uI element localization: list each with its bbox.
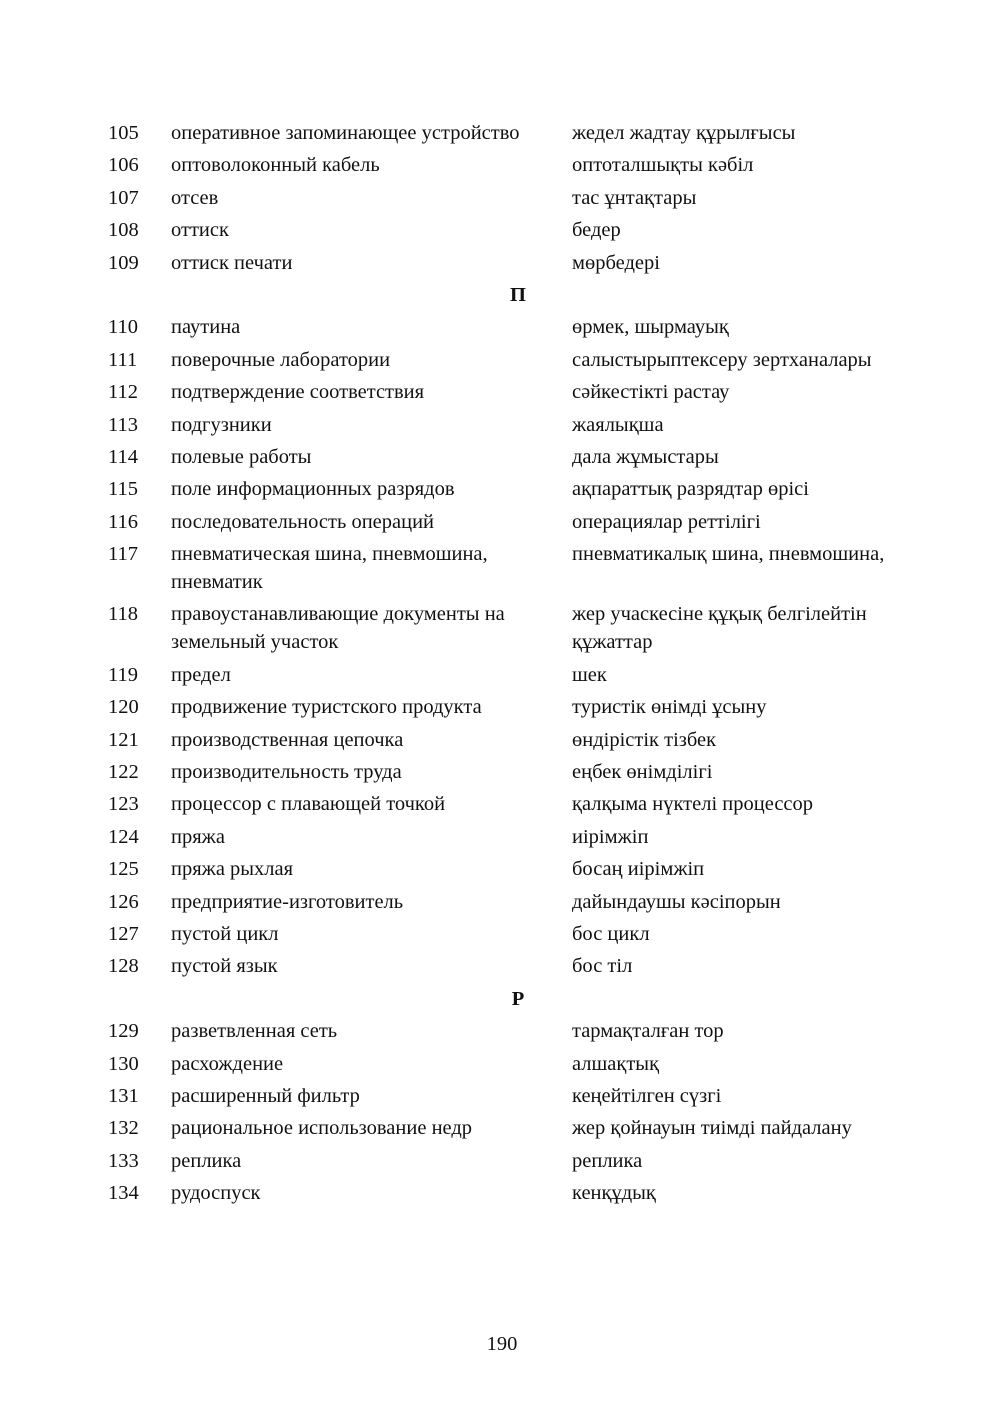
glossary-row bbox=[108, 726, 908, 754]
glossary-row bbox=[108, 216, 908, 244]
term-number: 123 bbox=[108, 793, 139, 816]
glossary-row bbox=[108, 151, 908, 179]
term-russian: пустой цикл bbox=[171, 922, 279, 945]
term-russian: рациональное использование недр bbox=[171, 1117, 473, 1140]
term-number: 112 bbox=[108, 381, 138, 404]
term-kazakh: бос цикл bbox=[572, 922, 650, 945]
term-number: 120 bbox=[108, 696, 139, 719]
section-letter: П bbox=[510, 283, 526, 306]
term-kazakh: туристік өнімді ұсыну bbox=[572, 696, 767, 719]
term-russian: производственная цепочка bbox=[171, 728, 404, 751]
term-number: 115 bbox=[108, 478, 138, 501]
term-number: 134 bbox=[108, 1182, 139, 1205]
term-kazakh: тас ұнтақтары bbox=[572, 186, 697, 209]
term-russian: оптоволоконный кабель bbox=[171, 154, 380, 177]
glossary-row bbox=[108, 758, 908, 786]
term-kazakh: қалқыма нүктелі процессор bbox=[572, 793, 814, 816]
term-kazakh: кеңейтілген сүзгі bbox=[572, 1084, 722, 1107]
term-russian: продвижение туристского продукта bbox=[171, 696, 482, 719]
term-russian: пневматическая шина, пневмошина, пневматик bbox=[171, 543, 488, 594]
glossary-row bbox=[108, 249, 908, 277]
glossary-row bbox=[108, 346, 908, 374]
term-russian: оттиск печати bbox=[171, 251, 293, 274]
term-kazakh: операциялар реттілігі bbox=[572, 510, 761, 533]
term-russian: предел bbox=[171, 663, 231, 686]
term-russian: пряжа рыхлая bbox=[171, 858, 294, 881]
term-russian: расхождение bbox=[171, 1052, 284, 1075]
glossary-row bbox=[108, 661, 908, 689]
term-number: 127 bbox=[108, 922, 139, 945]
term-russian: оттиск bbox=[171, 219, 229, 242]
glossary-row bbox=[108, 1082, 908, 1110]
term-kazakh: өрмек, шырмауық bbox=[572, 316, 729, 339]
term-kazakh: ақпараттық разрядтар өрісі bbox=[572, 478, 809, 501]
term-russian: пряжа bbox=[171, 825, 225, 848]
glossary-row bbox=[108, 475, 908, 503]
glossary-row bbox=[108, 184, 908, 212]
term-russian: процессор с плавающей точкой bbox=[171, 793, 446, 816]
term-number: 110 bbox=[108, 316, 138, 339]
term-kazakh: бедер bbox=[572, 219, 621, 242]
term-russian: производительность труда bbox=[171, 761, 402, 784]
term-number: 118 bbox=[108, 603, 138, 626]
term-number: 117 bbox=[108, 543, 138, 566]
glossary-row bbox=[108, 855, 908, 883]
glossary-row bbox=[108, 1050, 908, 1078]
term-number: 122 bbox=[108, 761, 139, 784]
term-kazakh: шек bbox=[572, 663, 607, 686]
term-russian: рудоспуск bbox=[171, 1182, 261, 1205]
term-kazakh: өндірістік тізбек bbox=[572, 728, 717, 751]
glossary-row bbox=[108, 313, 908, 341]
term-number: 109 bbox=[108, 251, 139, 274]
term-kazakh: реплика bbox=[572, 1149, 643, 1172]
term-russian: подгузники bbox=[171, 413, 272, 436]
term-russian: разветвленная сеть bbox=[171, 1020, 338, 1043]
term-kazakh: дайындаушы кәсіпорын bbox=[572, 890, 781, 913]
term-russian: поле информационных разрядов bbox=[171, 478, 455, 501]
term-kazakh: еңбек өнімділігі bbox=[572, 761, 713, 784]
term-kazakh: жер қойнауын тиімді пайдалану bbox=[572, 1117, 852, 1140]
term-kazakh: пневматикалық шина, пневмошина, bbox=[572, 543, 885, 566]
term-kazakh: дала жұмыстары bbox=[572, 445, 719, 468]
term-kazakh: алшақтық bbox=[572, 1052, 660, 1075]
term-russian: поверочные лаборатории bbox=[171, 348, 391, 371]
term-russian: предприятие-изготовитель bbox=[171, 890, 404, 913]
glossary-row bbox=[108, 119, 908, 147]
glossary-row bbox=[108, 920, 908, 948]
glossary-row bbox=[108, 790, 908, 818]
term-number: 114 bbox=[108, 445, 138, 468]
term-number: 105 bbox=[108, 122, 139, 144]
glossary-row bbox=[108, 888, 908, 916]
term-kazakh: бос тіл bbox=[572, 955, 633, 978]
glossary-row bbox=[108, 508, 908, 536]
glossary-row bbox=[108, 952, 908, 980]
glossary-row bbox=[108, 693, 908, 721]
term-number: 119 bbox=[108, 663, 138, 686]
section-letter: Р bbox=[511, 987, 525, 1010]
term-russian: правоустанавливающие документы на земельный участок bbox=[171, 603, 505, 654]
glossary-row bbox=[108, 378, 908, 406]
term-number: 111 bbox=[108, 348, 138, 371]
term-kazakh: салыстырыптексеру зертханалары bbox=[572, 348, 872, 371]
term-russian: отсев bbox=[171, 186, 219, 209]
term-kazakh: босаң иірімжіп bbox=[572, 858, 705, 881]
glossary-row bbox=[108, 443, 908, 471]
glossary-row bbox=[108, 411, 908, 439]
term-number: 124 bbox=[108, 825, 139, 848]
term-number: 113 bbox=[108, 413, 138, 436]
term-number: 128 bbox=[108, 955, 139, 978]
term-number: 130 bbox=[108, 1052, 139, 1075]
term-kazakh: жедел жадтау құрылғысы bbox=[572, 122, 796, 144]
term-number: 131 bbox=[108, 1084, 139, 1107]
term-russian: подтверждение соответствия bbox=[171, 381, 425, 404]
term-kazakh: мөрбедері bbox=[572, 251, 660, 274]
term-kazakh: жер учаскесіне құқық белгілейтін құжаттар bbox=[572, 603, 867, 654]
term-kazakh: жаялықша bbox=[572, 413, 664, 436]
glossary-table bbox=[108, 119, 908, 1212]
glossary-row bbox=[108, 1114, 908, 1142]
glossary-row bbox=[108, 600, 908, 656]
term-russian: расширенный фильтр bbox=[171, 1084, 360, 1107]
term-number: 106 bbox=[108, 154, 139, 177]
term-russian: последовательность операций bbox=[171, 510, 435, 533]
page-number: 190 bbox=[486, 1333, 518, 1355]
term-number: 129 bbox=[108, 1020, 139, 1043]
term-number: 116 bbox=[108, 510, 138, 533]
term-russian: реплика bbox=[171, 1149, 242, 1172]
term-kazakh: иірімжіп bbox=[572, 825, 649, 848]
glossary-row bbox=[108, 1179, 908, 1207]
term-russian: оперативное запоминающее устройство bbox=[171, 122, 520, 144]
term-kazakh: сәйкестікті растау bbox=[572, 381, 730, 404]
glossary-row bbox=[108, 1017, 908, 1045]
glossary-row bbox=[108, 1147, 908, 1175]
term-kazakh: кенқұдық bbox=[572, 1182, 656, 1205]
term-russian: полевые работы bbox=[171, 445, 312, 468]
term-number: 132 bbox=[108, 1117, 139, 1140]
term-number: 125 bbox=[108, 858, 139, 881]
term-number: 107 bbox=[108, 186, 139, 209]
term-number: 108 bbox=[108, 219, 139, 242]
term-russian: паутина bbox=[171, 316, 241, 339]
glossary-row bbox=[108, 540, 908, 596]
term-number: 133 bbox=[108, 1149, 139, 1172]
term-russian: пустой язык bbox=[171, 955, 278, 978]
term-number: 121 bbox=[108, 728, 139, 751]
term-kazakh: оптоталшықты кәбіл bbox=[572, 154, 754, 177]
term-kazakh: тармақталған тор bbox=[572, 1020, 724, 1043]
term-number: 126 bbox=[108, 890, 139, 913]
glossary-row bbox=[108, 823, 908, 851]
